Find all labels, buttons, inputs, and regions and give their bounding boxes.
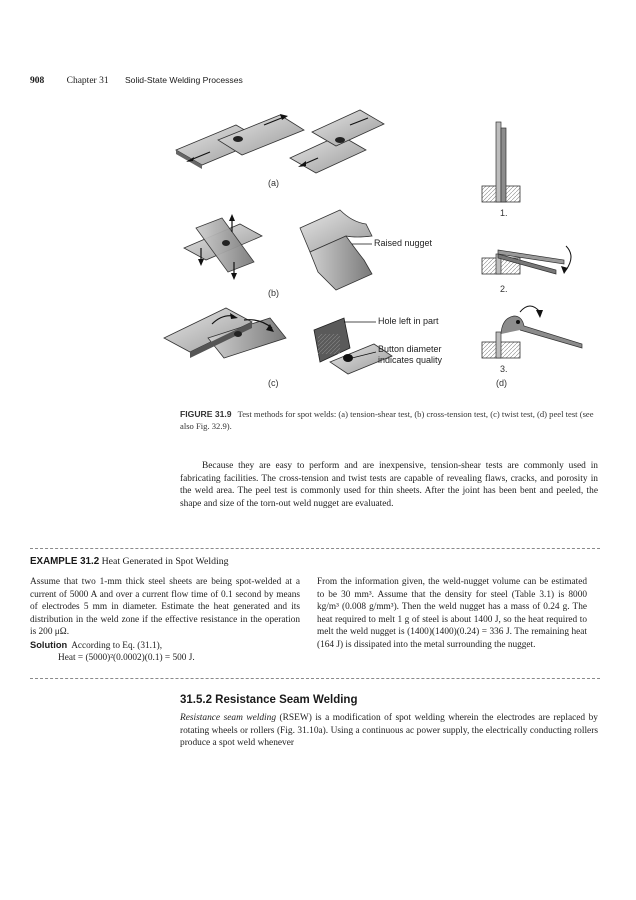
- solution-intro: According to Eq. (31.1),: [71, 640, 163, 651]
- example-right-column: [317, 576, 587, 651]
- section-text: (RSEW) is a modification of spot welding wherein the electrodes are replaced by rotating wheels or rollers (Fig. 31.10a). Using a continuous ac power supply, the electrically conducting rollers produce a spot weld whenever: [180, 713, 598, 749]
- peel-test-step-1: [482, 122, 520, 202]
- example-right-text: From the information given, the weld-nugget volume can be estimated to be 30 mm³. Assume that the density for steel (Table 3.1) is 8000 kg/m³ (0.008 g/mm³). Then the weld nugget has a mass of 0.24 g. The heat required to melt 1 g of steel is about 1400 J, so the heat required to melt the weld nugget is (1400)(1400)(0.24) = 336 J. The remaining heat (164 J) is dissipated into the metal surrounding the nugget.: [317, 577, 587, 650]
- peel-step-label-1: 1.: [500, 208, 508, 218]
- figure-caption: [180, 408, 600, 432]
- example-title: Heat Generated in Spot Welding: [101, 556, 229, 567]
- example-problem: Assume that two 1-mm thick steel sheets are being spot-welded at a current of 5000 A and over a current flow time of 0.1 second by means of electrodes 5 mm in diameter. Estimate the heat generated and its distribution in the weld zone if the effective resistance in the operation is 200 μΩ.: [30, 577, 300, 637]
- callout-raised-nugget: Raised nugget: [374, 238, 433, 248]
- figure-caption-label: FIGURE 31.9: [180, 409, 232, 419]
- raised-nugget-specimen: [300, 210, 372, 290]
- chapter-label: Chapter 31: [66, 76, 109, 86]
- example-heading: [30, 556, 229, 567]
- body-paragraph: Because they are easy to perform and are inexpensive, tension-shear tests are commonly used in fabricating facilities. The cross-tension and twist tests are capable of revealing flaws, cracks, and porosity in the weld area. The peel test is commonly used for thin sheets. After the joint has been bent and peeled, the shape and size of the torn-out weld nugget are evaluated.: [180, 461, 598, 509]
- peel-step-label-3: 3.: [500, 364, 508, 374]
- tension-shear-specimen: [176, 114, 304, 169]
- panel-label-a: (a): [268, 178, 279, 188]
- panel-label-b: (b): [268, 288, 279, 298]
- callout-hole-left: Hole left in part: [378, 316, 439, 326]
- tension-shear-specimen-after: [290, 110, 384, 173]
- peel-test-step-3: [482, 306, 582, 358]
- callout-button-line-2: indicates quality: [378, 355, 443, 365]
- section-term: Resistance seam welding: [180, 713, 277, 723]
- example-solution: [30, 639, 300, 653]
- callout-button-line-1: Button diameter: [378, 344, 442, 354]
- example-bottom-rule: [30, 678, 600, 679]
- section-heading: 31.5.2 Resistance Seam Welding: [180, 694, 358, 706]
- peel-step-label-2: 2.: [500, 284, 508, 294]
- twist-test-specimen: [164, 308, 286, 358]
- panel-label-c: (c): [268, 378, 279, 388]
- callout-button-diameter: [378, 344, 442, 366]
- panel-label-d: (d): [496, 378, 507, 388]
- solution-label: Solution: [30, 639, 68, 650]
- example-top-rule: [30, 548, 600, 549]
- peel-test-step-2: [482, 246, 571, 274]
- spot-weld-test-figure: [0, 0, 636, 400]
- figure-caption-text: Test methods for spot welds: (a) tension-shear test, (b) cross-tension test, (c) twist test, (d) peel test (see also Fig. 32.9).: [180, 409, 594, 431]
- chapter-title: Solid-State Welding Processes: [124, 75, 243, 85]
- cross-tension-specimen: [184, 214, 262, 280]
- section-body: [180, 712, 598, 750]
- example-label: EXAMPLE 31.2: [30, 556, 100, 567]
- heat-equation: Heat = (5000)²(0.0002)(0.1) = 500 J.: [58, 653, 195, 663]
- example-left-column: [30, 576, 300, 665]
- page-number: 908: [30, 76, 45, 86]
